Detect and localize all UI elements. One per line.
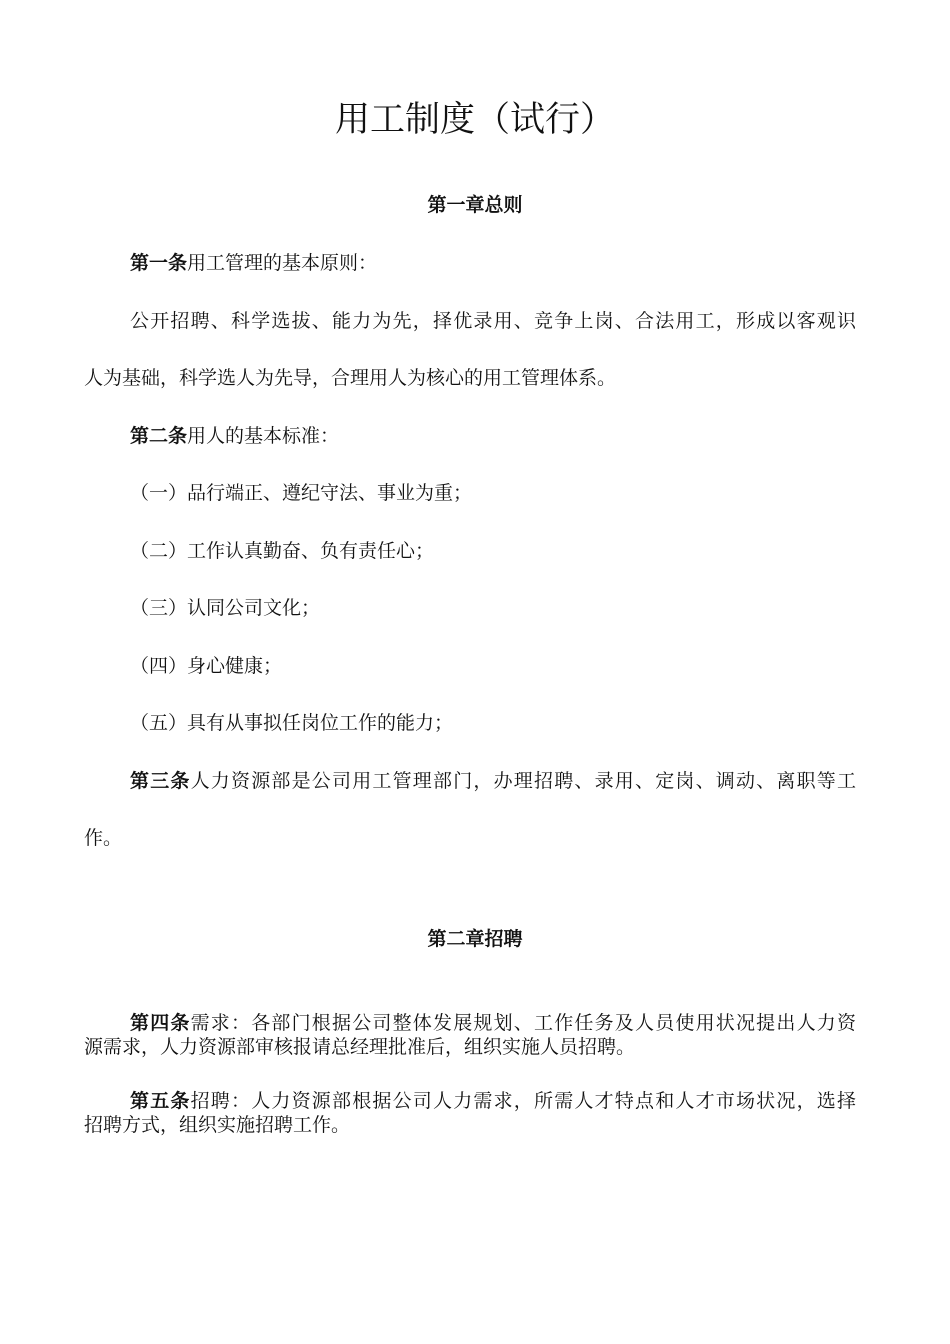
article-1 <box>130 251 377 275</box>
article-5-text-line-2: 招聘方式，组织实施招聘工作。 <box>84 1114 351 1136</box>
standard-item: （三）认同公司文化； <box>130 597 321 619</box>
article-4-text-line-1: 需求：各部门根据公司整体发展规划、工作任务及人员使用状况提出人力资 <box>190 1012 856 1034</box>
standard-item: （一）品行端正、遵纪守法、事业为重； <box>130 482 473 504</box>
article-3-text-line-2: 作。 <box>84 827 123 849</box>
article-1-body-line-2: 人为基础，科学选人为先导，合理用人为核心的用工管理体系。 <box>84 367 617 389</box>
article-1-body-line-1: 公开招聘、科学选拔、能力为先，择优录用、竞争上岗、合法用工，形成以客观识 <box>130 310 856 332</box>
chapter-1-heading: 第一章总则 <box>427 194 523 216</box>
article-3-text-line-1: 人力资源部是公司用工管理部门，办理招聘、录用、定岗、调动、离职等工 <box>190 770 856 792</box>
article-2-text: 用人的基本标准： <box>187 425 340 447</box>
standard-item: （四）身心健康； <box>130 655 283 677</box>
article-4-text-line-2: 源需求，人力资源部审核报请总经理批准后，组织实施人员招聘。 <box>84 1036 636 1058</box>
article-2 <box>130 424 339 448</box>
standard-item: （五）具有从事拟任岗位工作的能力； <box>130 712 454 734</box>
article-5-text-line-1: 招聘：人力资源部根据公司人力需求，所需人才特点和人才市场状况，选择 <box>190 1090 856 1112</box>
article-5-label: 第五条 <box>130 1090 191 1112</box>
article-2-label: 第二条 <box>130 425 188 447</box>
article-3 <box>130 769 856 793</box>
standard-item: （二）工作认真勤奋、负有责任心； <box>130 540 435 562</box>
article-4 <box>130 1011 856 1035</box>
article-1-label: 第一条 <box>130 252 188 274</box>
article-5 <box>130 1089 856 1113</box>
chapter-2-heading: 第二章招聘 <box>427 928 523 950</box>
article-4-label: 第四条 <box>130 1012 191 1034</box>
article-3-label: 第三条 <box>130 770 191 792</box>
document-title: 用工制度（试行） <box>334 100 615 140</box>
article-1-text: 用工管理的基本原则： <box>187 252 378 274</box>
